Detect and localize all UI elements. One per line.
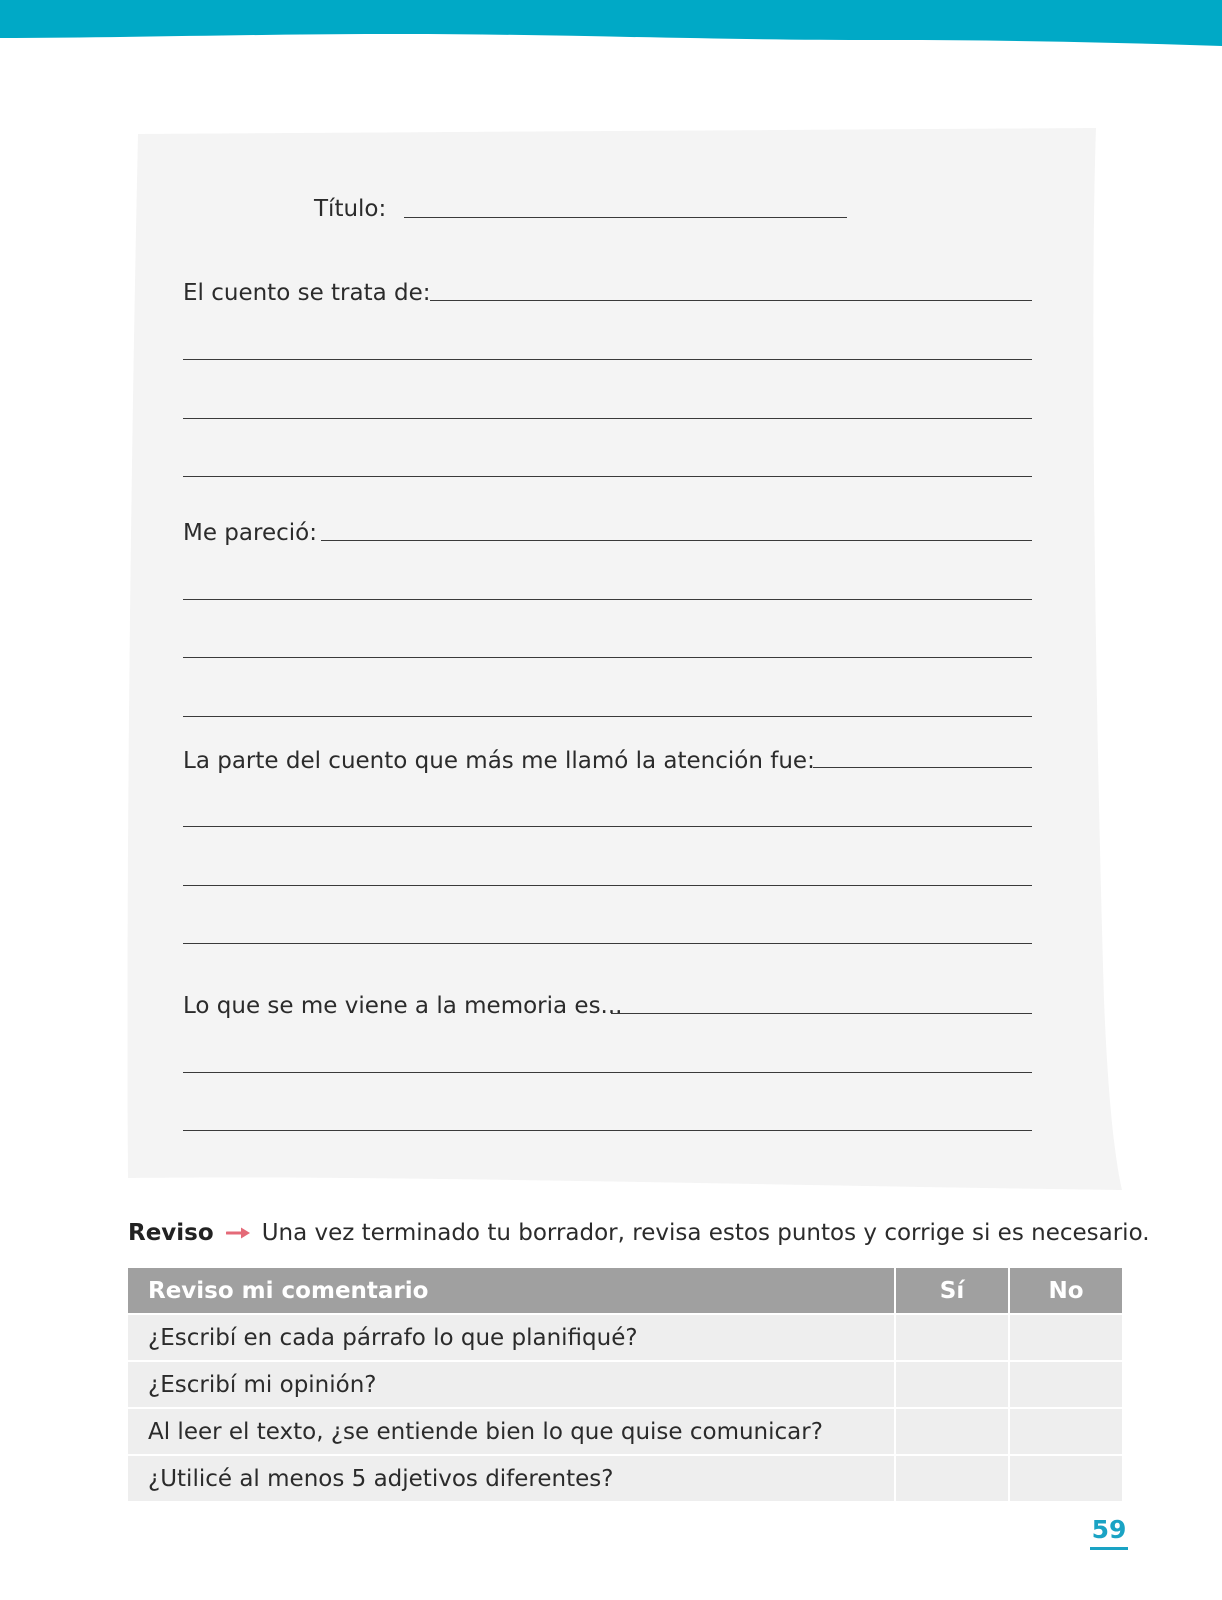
yes-checkbox-cell[interactable] [896, 1360, 1010, 1407]
memory-write-line[interactable] [183, 1130, 1032, 1131]
table-header-row [128, 1268, 1122, 1313]
yes-checkbox-cell[interactable] [896, 1454, 1010, 1501]
header-criterion: Reviso mi comentario [128, 1268, 896, 1313]
no-checkbox-cell[interactable] [1010, 1454, 1122, 1501]
highlight-label: La parte del cuento que más me llamó la atención fue: [183, 748, 815, 774]
title-write-line[interactable] [404, 217, 847, 218]
criterion-text: ¿Escribí en cada párrafo lo que planifiqué? [128, 1313, 896, 1360]
table-row [128, 1360, 1122, 1407]
highlight-write-line[interactable] [813, 767, 1032, 768]
summary-label: El cuento se trata de: [183, 280, 431, 306]
header-yes: Sí [896, 1268, 1010, 1313]
no-checkbox-cell[interactable] [1010, 1313, 1122, 1360]
summary-write-line[interactable] [183, 359, 1032, 360]
yes-checkbox-cell[interactable] [896, 1407, 1010, 1454]
memory-write-line[interactable] [183, 1072, 1032, 1073]
page-number: 59 [1090, 1515, 1128, 1550]
table-row [128, 1313, 1122, 1360]
header-no: No [1010, 1268, 1122, 1313]
memory-write-line[interactable] [611, 1013, 1032, 1014]
highlight-write-line[interactable] [183, 826, 1032, 827]
summary-write-line[interactable] [183, 418, 1032, 419]
summary-write-line[interactable] [183, 476, 1032, 477]
opinion-write-line[interactable] [183, 599, 1032, 600]
table-row [128, 1407, 1122, 1454]
criterion-text: ¿Escribí mi opinión? [128, 1360, 896, 1407]
review-heading: Reviso [128, 1220, 214, 1246]
opinion-write-line[interactable] [183, 657, 1032, 658]
highlight-write-line[interactable] [183, 943, 1032, 944]
review-instruction-text: Una vez terminado tu borrador, revisa estos puntos y corrige si es necesario. [261, 1220, 1150, 1246]
table-row [128, 1454, 1122, 1501]
opinion-write-line[interactable] [321, 540, 1032, 541]
summary-write-line[interactable] [430, 300, 1032, 301]
no-checkbox-cell[interactable] [1010, 1360, 1122, 1407]
review-instruction-line [128, 1218, 1150, 1248]
criterion-text: Al leer el texto, ¿se entiende bien lo que quise comunicar? [128, 1407, 896, 1454]
right-arrow-icon [226, 1226, 252, 1240]
criterion-text: ¿Utilicé al menos 5 adjetivos diferentes? [128, 1454, 896, 1501]
review-checklist-table [128, 1268, 1122, 1501]
yes-checkbox-cell[interactable] [896, 1313, 1010, 1360]
title-label: Título: [314, 196, 387, 222]
opinion-label: Me pareció: [183, 520, 317, 546]
no-checkbox-cell[interactable] [1010, 1407, 1122, 1454]
highlight-write-line[interactable] [183, 885, 1032, 886]
memory-label: Lo que se me viene a la memoria es... [183, 993, 623, 1019]
opinion-write-line[interactable] [183, 716, 1032, 717]
